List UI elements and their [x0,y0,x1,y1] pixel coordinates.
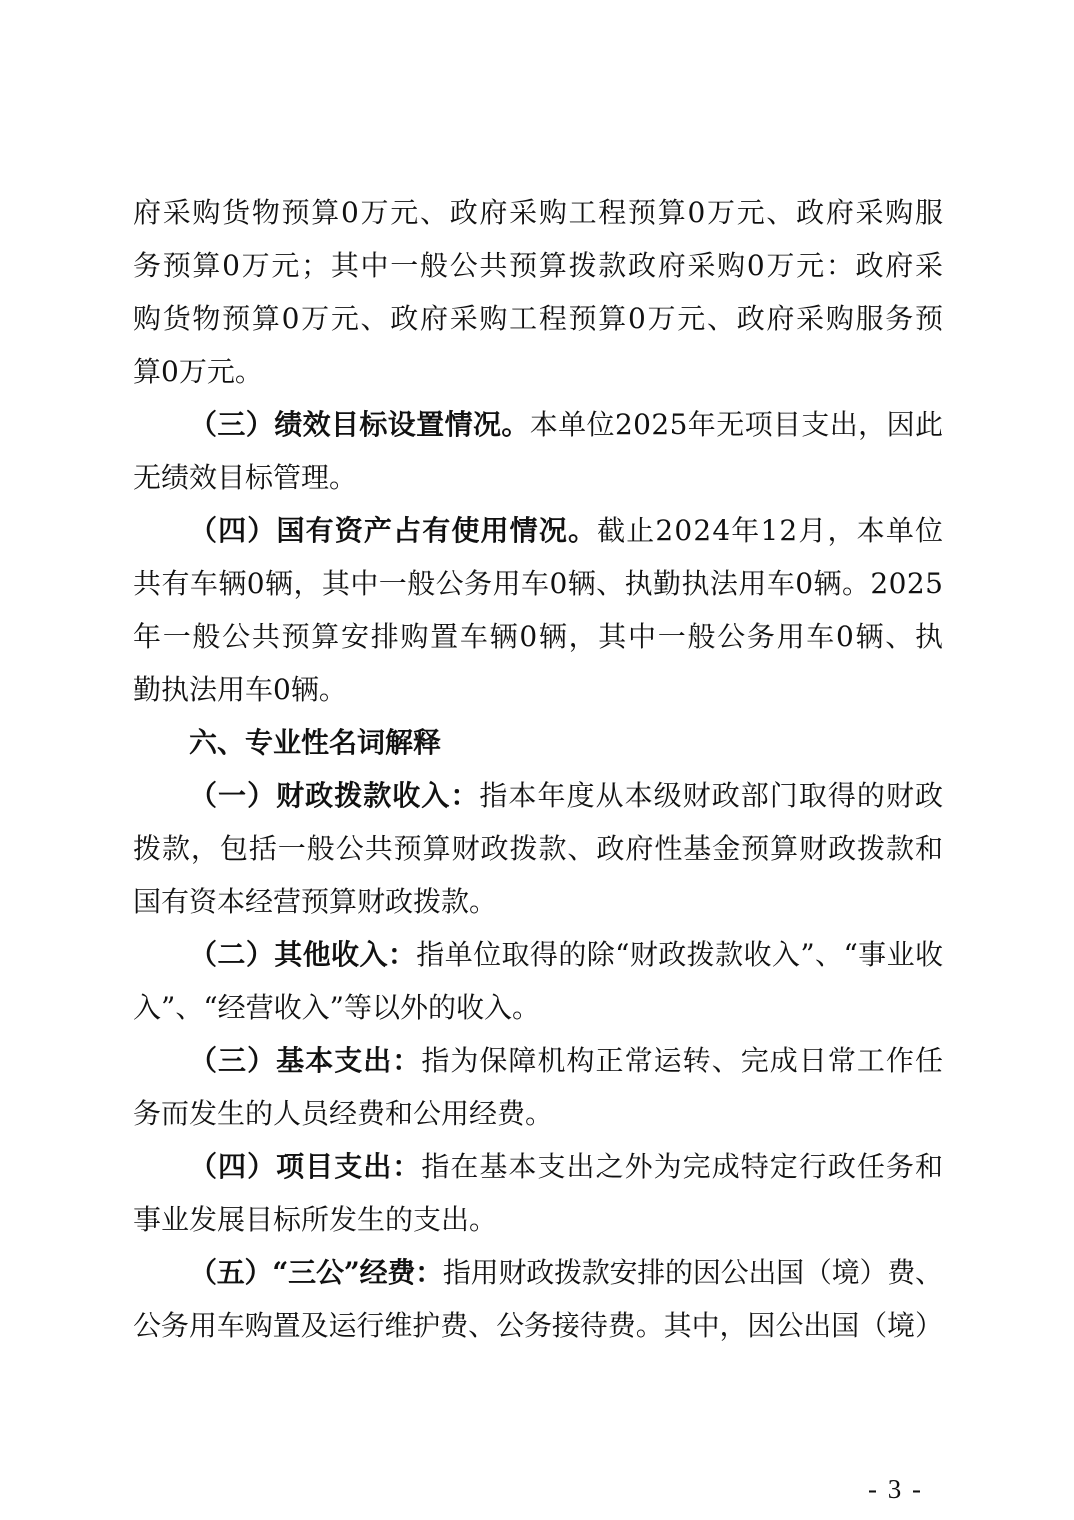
text-line: 务预算0万元；其中一般公共预算拨款政府采购0万元：政府采 [133,249,945,282]
text-line: 算0万元。 [133,355,263,388]
text-line [133,398,943,451]
paragraph-three-public-expenses [133,1246,943,1352]
text-line: 府采购货物预算0万元、政府采购工程预算0万元、政府采购服 [133,196,945,229]
paragraph-lead: （四）国有资产占有使用情况。 [189,514,598,547]
text-line [133,1034,943,1087]
text-line [133,504,943,557]
text-line: 入”、“经营收入”等以外的收入。 [133,991,540,1024]
paragraph-text: 指本年度从本级财政部门取得的财政 [479,779,945,812]
text-line: 国有资本经营预算财政拨款。 [133,885,498,918]
paragraph-lead: （三）基本支出： [189,1044,422,1077]
paragraph-text: 指用财政拨款安排的因公出国（境）费、 [442,1256,943,1289]
paragraph-lead: （五）“三公”经费： [189,1256,443,1289]
paragraph-fiscal-income [133,769,943,928]
paragraph-lead: （一）财政拨款收入： [189,779,480,812]
paragraph-procurement-continued [133,186,943,398]
paragraph-basic-expenditure [133,1034,943,1140]
paragraph-text: 指在基本支出之外为完成特定行政任务和 [421,1150,945,1183]
paragraph-lead: （二）其他收入： [189,938,417,971]
paragraph-text: 指单位取得的除“财政拨款收入”、“事业收 [416,938,944,971]
text-line: 务而发生的人员经费和公用经费。 [133,1097,554,1130]
text-line: 公务用车购置及运行维护费、公务接待费。其中，因公出国（境） [133,1309,943,1342]
paragraph-text: 本单位2025年无项目支出，因此 [529,408,944,441]
paragraph-lead: （四）项目支出： [189,1150,422,1183]
text-line: 年一般公共预算安排购置车辆0辆，其中一般公务用车0辆、执 [133,620,945,653]
text-line: 事业发展目标所发生的支出。 [133,1203,498,1236]
section-heading: 六、专业性名词解释 [189,726,442,759]
page-number: - 3 - [868,1474,923,1504]
text-line [133,1246,943,1299]
paragraph-project-expenditure [133,1140,943,1246]
paragraph-state-assets [133,504,943,716]
paragraph-performance-targets [133,398,943,504]
text-line: 拨款，包括一般公共预算财政拨款、政府性基金预算财政拨款和 [133,832,944,865]
text-line: 无绩效目标管理。 [133,461,358,494]
text-line: 共有车辆0辆，其中一般公务用车0辆、执勤执法用车0辆。2025 [133,567,944,600]
text-line [133,769,943,822]
paragraph-lead: （三）绩效目标设置情况。 [189,408,530,441]
text-line [133,928,943,981]
paragraph-text: 指为保障机构正常运转、完成日常工作任 [421,1044,945,1077]
text-line [133,1140,943,1193]
text-line: 勤执法用车0辆。 [133,673,347,706]
text-line: 购货物预算0万元、政府采购工程预算0万元、政府采购服务预 [133,302,945,335]
section-heading-block [133,716,943,769]
paragraph-other-income [133,928,943,1034]
paragraph-text: 截止2024年12月，本单位 [597,514,945,547]
